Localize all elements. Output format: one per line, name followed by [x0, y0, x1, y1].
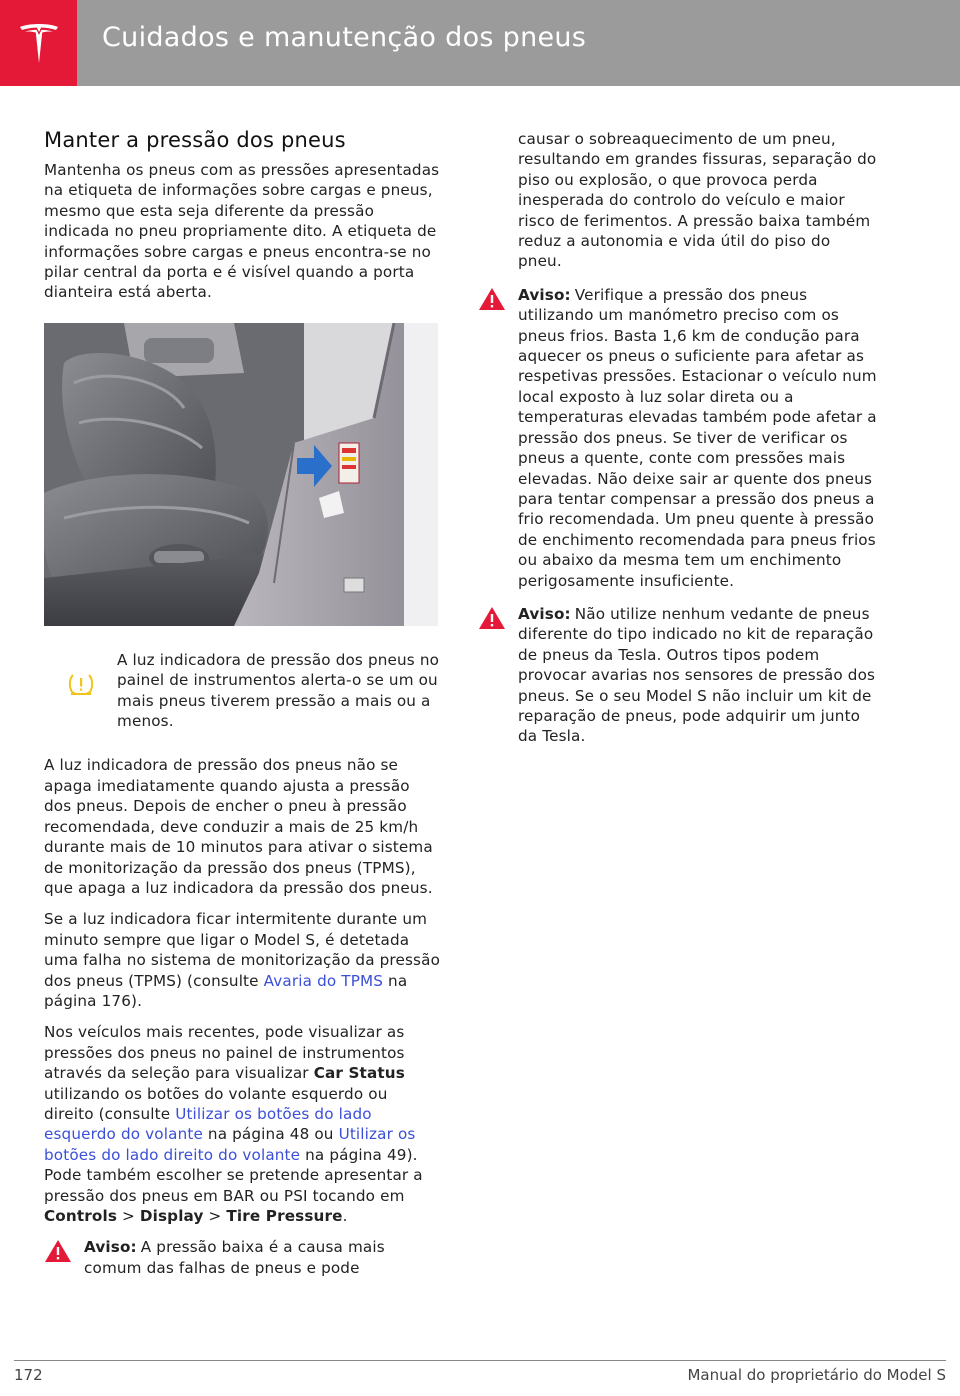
link-right-wheel-buttons[interactable]: Utilizar os botões do lado direito do volante [44, 1125, 416, 1164]
warning-icon-wrap [44, 1237, 84, 1267]
text-span: . [342, 1207, 348, 1225]
warning-label: Aviso: [84, 1238, 137, 1257]
indicator-note [44, 650, 440, 732]
indicator-icon-wrap [44, 650, 117, 698]
warning-text [518, 285, 878, 591]
text-span: na página 49). Pode também escolher se pretende apresentar a pressão dos pneus em BAR ou PSI tocando em [44, 1145, 423, 1205]
manual-title: Manual do proprietário do Model S [687, 1366, 946, 1384]
text-span: utilizando os botões do volante esquerdo ou direito (consulte [44, 1084, 388, 1123]
page-number: 172 [14, 1366, 43, 1384]
warning-triangle-icon [478, 287, 506, 311]
footer-divider [14, 1360, 946, 1361]
warning-icon-wrap [478, 285, 518, 315]
link-tpms-fault[interactable]: Avaria do TPMS [263, 971, 384, 990]
warning-triangle-icon [44, 1239, 72, 1263]
warning-triangle-icon [478, 606, 506, 630]
car-interior-illustration [44, 323, 438, 626]
controls-label: Controls [44, 1207, 118, 1225]
right-column [518, 129, 878, 760]
warning-text [518, 604, 878, 747]
section-heading: Manter a pressão dos pneus [44, 128, 346, 152]
indicator-text: A luz indicadora de pressão dos pneus no painel de instrumentos alerta-o se um ou mais pneus tiverem pressão a mais ou a menos. [117, 650, 440, 731]
continuation-paragraph: causar o sobreaquecimento de um pneu, resultando em grandes fissuras, separação do piso ou explosão, o que provoca perda inesperada do controlo do veículo e maior risco de ferimentos. A pressão baixa também reduz a autonomia e vida útil do piso do pneu. [518, 130, 877, 271]
warning-text [84, 1237, 440, 1278]
indicator-paragraph: A luz indicadora de pressão dos pneus não se apaga imediatamente quando ajusta a pressão dos pneus. Depois de encher o pneu à pressão recomendada, deve conduzir a mais de 25 km/h durante mais de 10 minutos para ativar o sistema de monitorização da pressão dos pneus (TPMS), que apaga a luz indicadora da pressão dos pneus. [44, 756, 433, 897]
page-title: Cuidados e manutenção dos pneus [102, 22, 587, 53]
tpms-fault-paragraph [44, 909, 440, 1011]
separator: > [203, 1207, 227, 1225]
display-label: Display [139, 1207, 204, 1225]
link-left-wheel-buttons[interactable]: Utilizar os botões do lado esquerdo do volante [44, 1104, 372, 1144]
text-span: Não utilize nenhum vedante de pneus diferente do tipo indicado no kit de reparação de pneus da Tesla. Outros tipos podem provocar avarias nos sensores de pressão dos pneus. Se o seu Model S não incluir um kit de reparação de pneus, pode adquirir um junto da Tesla. [518, 604, 876, 746]
page-header [0, 0, 960, 86]
text-span: Nos veículos mais recentes, pode visualizar as pressões dos pneus no painel de instrumentos através da seleção para visualizar [44, 1023, 405, 1083]
warning-sealant [478, 604, 878, 747]
warning-icon-wrap [478, 604, 518, 634]
tire-pressure-label: Tire Pressure [226, 1207, 343, 1225]
tesla-logo-icon [14, 18, 64, 68]
car-status-label: Car Status [313, 1064, 405, 1083]
text-span: na página 176). [44, 971, 408, 1010]
left-column [44, 128, 440, 1291]
text-span: na página 48 ou [202, 1125, 339, 1144]
text-span: Verifique a pressão dos pneus utilizando um manómetro preciso com os pneus frios. Basta 1,6 km de condução para aquecer os pneus o suficiente para afetar as respetivas pressões. Estacionar o veículo num local exposto à luz solar direta ou a temperaturas elevadas também pode afetar a pressão dos pneus. Se tiver de verificar os pneus a quente, conte com pressões mais elevadas. Não deixe sair ar quente dos pneus para tentar compensar a pressão dos pneus a frio recomendada. Um pneu quente à pressão de enchimento recomendada para pneus frios ou abaixo da mesma tem um enchimento perigosamente insuficiente. [518, 285, 877, 590]
warning-label: Aviso: [518, 285, 571, 304]
warning-label: Aviso: [518, 604, 571, 623]
separator: > [117, 1207, 140, 1225]
text-span: A pressão baixa é a causa mais comum das falhas de pneus e pode [84, 1238, 385, 1277]
warning-check-pressure [478, 285, 878, 591]
door-pillar-illustration [44, 323, 438, 626]
warning-low-pressure [44, 1237, 440, 1278]
tire-pressure-warning-icon [67, 672, 95, 698]
text-span: Se a luz indicadora ficar intermitente durante um minuto sempre que ligar o Model S, é detetada uma falha no sistema de monitorização da pressão dos pneus (TPMS) (consulte [44, 910, 441, 990]
tesla-logo [0, 0, 77, 86]
car-status-paragraph [44, 1022, 440, 1226]
intro-paragraph: Mantenha os pneus com as pressões apresentadas na etiqueta de informações sobre cargas e pneus, mesmo que esta seja diferente da pressão indicada no pneu propriamente dito. A etiqueta de informações sobre cargas e pneus encontra-se no pilar central da porta e é visível quando a porta dianteira está aberta. [44, 161, 440, 302]
